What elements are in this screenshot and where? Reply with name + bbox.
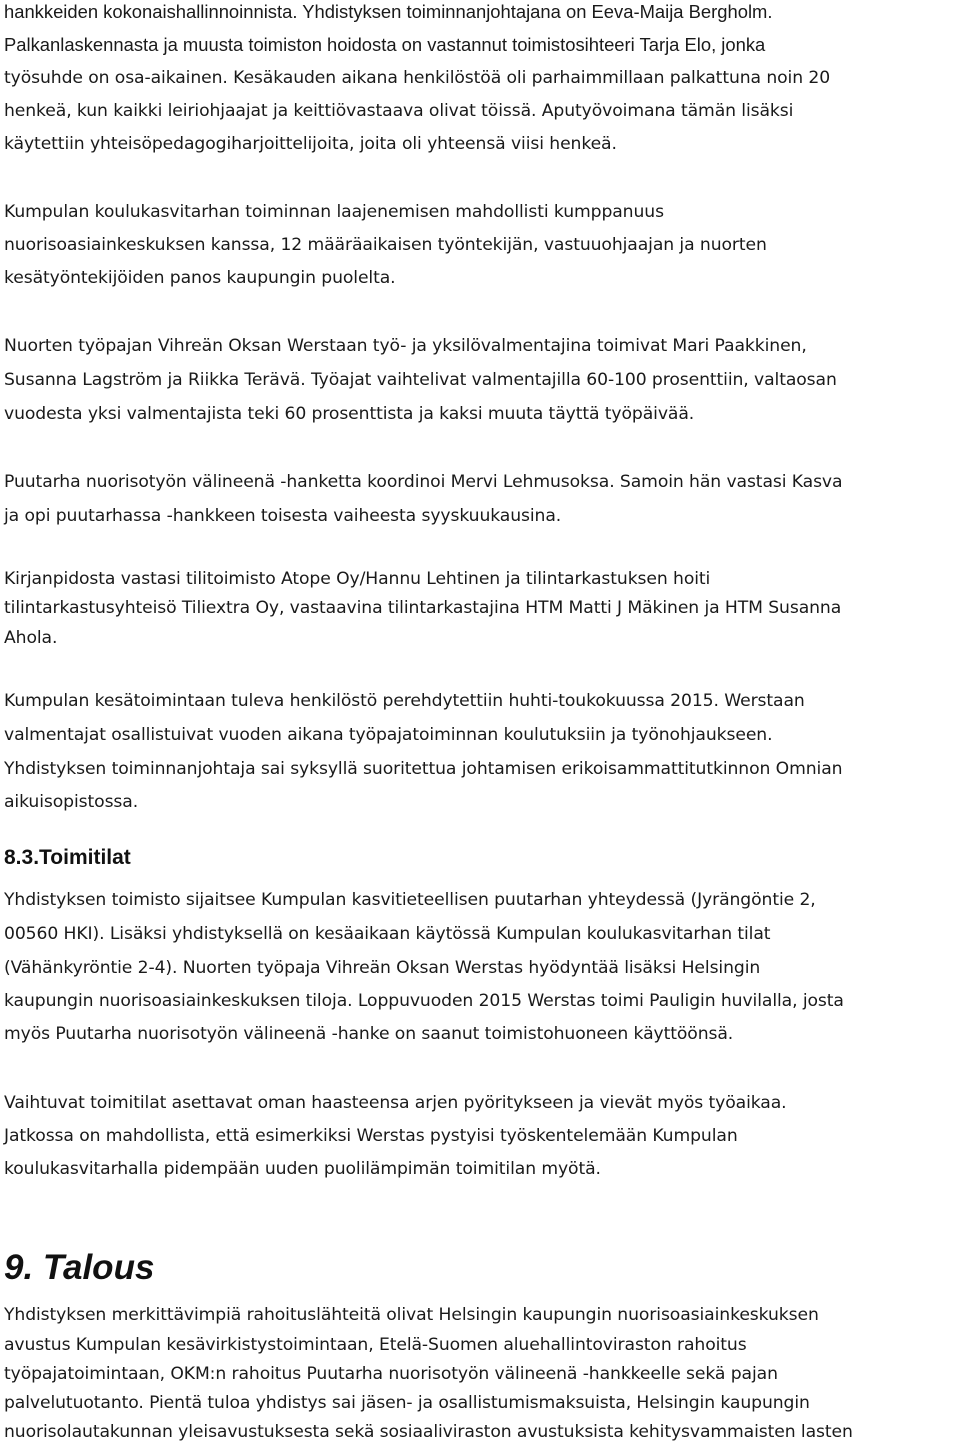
text-line: (Vähänkyröntie 2-4). Nuorten työpaja Vihreän Oksan Werstas hyödyntää lisäksi Helsingin (4, 958, 761, 978)
text-line: ja opi puutarhassa -hankkeen toisesta vaiheesta syyskuukausina. (4, 506, 562, 526)
text-line: työsuhde on osa-aikainen. Kesäkauden aikana henkilöstöä oli parhaimmillaan palkattuna noin 20 (4, 68, 831, 88)
text-line: Palkanlaskennasta ja muusta toimiston hoidosta on vastannut toimistosihteeri Tarja Elo, jonka (4, 34, 766, 55)
text-line: työpajatoimintaan, OKM:n rahoitus Puutarha nuorisotyön välineenä -hankkeelle sekä pajan (4, 1364, 778, 1384)
text-line: tilintarkastusyhteisö Tiliextra Oy, vastaavina tilintarkastajina HTM Matti J Mäkinen ja HTM Susanna (4, 598, 842, 618)
text-line: Jatkossa on mahdollista, että esimerkiksi Werstas pystyisi työskentelemään Kumpulan (4, 1126, 738, 1146)
text-line: koulukasvitarhalla pidempään uuden puolilämpimän toimitilan myötä. (4, 1159, 601, 1179)
text-line: Kumpulan kesätoimintaan tuleva henkilöstö perehdytettiin huhti-toukokuussa 2015. Werstaan (4, 691, 805, 711)
text-line: kaupungin nuorisoasiainkeskuksen tiloja. Loppuvuoden 2015 Werstas toimi Pauligin huvilalla, josta (4, 991, 844, 1011)
text-line: valmentajat osallistuivat vuoden aikana työpajatoiminnan koulutuksiin ja työnohjaukseen. (4, 725, 773, 745)
text-line: Ahola. (4, 628, 58, 648)
text-line: 00560 HKI). Lisäksi yhdistyksellä on kesäaikaan käytössä Kumpulan koulukasvitarhan tilat (4, 924, 771, 944)
text-line: Puutarha nuorisotyön välineenä -hanketta koordinoi Mervi Lehmusoksa. Samoin hän vastasi Kasva (4, 472, 843, 492)
text-line: nuorisoasiainkeskuksen kanssa, 12 määräaikaisen työntekijän, vastuuohjaajan ja nuorten (4, 235, 767, 255)
text-line: avustus Kumpulan kesävirkistystoimintaan, Etelä-Suomen aluehallintoviraston rahoitus (4, 1335, 747, 1355)
text-line: Yhdistyksen toiminnanjohtaja sai syksyllä suoritettua johtamisen erikoisammattitutkinnon Omnian (4, 759, 843, 779)
text-line: Nuorten työpajan Vihreän Oksan Werstaan työ- ja yksilövalmentajina toimivat Mari Paakkinen, (4, 336, 807, 356)
text-line: nuorisolautakunnan yleisavustuksesta sekä sosiaaliviraston avustuksista kehitysvammaisten lasten (4, 1422, 853, 1442)
text-line: Susanna Lagström ja Riikka Terävä. Työajat vaihtelivat valmentajilla 60-100 prosenttiin, valtaosan (4, 370, 837, 390)
text-line: Yhdistyksen merkittävimpiä rahoituslähteitä olivat Helsingin kaupungin nuorisoasiainkeskuksen (4, 1305, 819, 1325)
text-line: vuodesta yksi valmentajista teki 60 prosenttista ja kaksi muuta täyttä työpäivää. (4, 404, 695, 424)
text-line: hankkeiden kokonaishallinnoinnista. Yhdistyksen toiminnanjohtajana on Eeva-Maija Bergholm. (4, 1, 773, 22)
text-line: myös Puutarha nuorisotyön välineenä -hanke on saanut toimistohuoneen käyttöönsä. (4, 1024, 734, 1044)
text-line: henkeä, kun kaikki leiriohjaajat ja keittiövastaava olivat töissä. Aputyövoimana tämän lisäksi (4, 101, 794, 121)
text-line: kesätyöntekijöiden panos kaupungin puolelta. (4, 268, 396, 288)
section-heading-talous: 9. Talous (4, 1248, 155, 1287)
text-line: aikuisopistossa. (4, 792, 139, 812)
text-line: Kumpulan koulukasvitarhan toiminnan laajenemisen mahdollisti kumppanuus (4, 202, 664, 222)
text-line: Kirjanpidosta vastasi tilitoimisto Atope Oy/Hannu Lehtinen ja tilintarkastuksen hoiti (4, 569, 711, 589)
text-line: käytettiin yhteisöpedagogiharjoittelijoita, joita oli yhteensä viisi henkeä. (4, 134, 617, 154)
section-heading-toimitilat: 8.3.Toimitilat (4, 846, 131, 869)
text-line: palvelutuotanto. Pientä tuloa yhdistys sai jäsen- ja osallistumismaksuista, Helsingin kaupungin (4, 1393, 810, 1413)
text-line: Vaihtuvat toimitilat asettavat oman haasteensa arjen pyöritykseen ja vievät myös työaikaa. (4, 1093, 787, 1113)
text-line: Yhdistyksen toimisto sijaitsee Kumpulan kasvitieteellisen puutarhan yhteydessä (Jyrängöntie 2, (4, 890, 816, 910)
